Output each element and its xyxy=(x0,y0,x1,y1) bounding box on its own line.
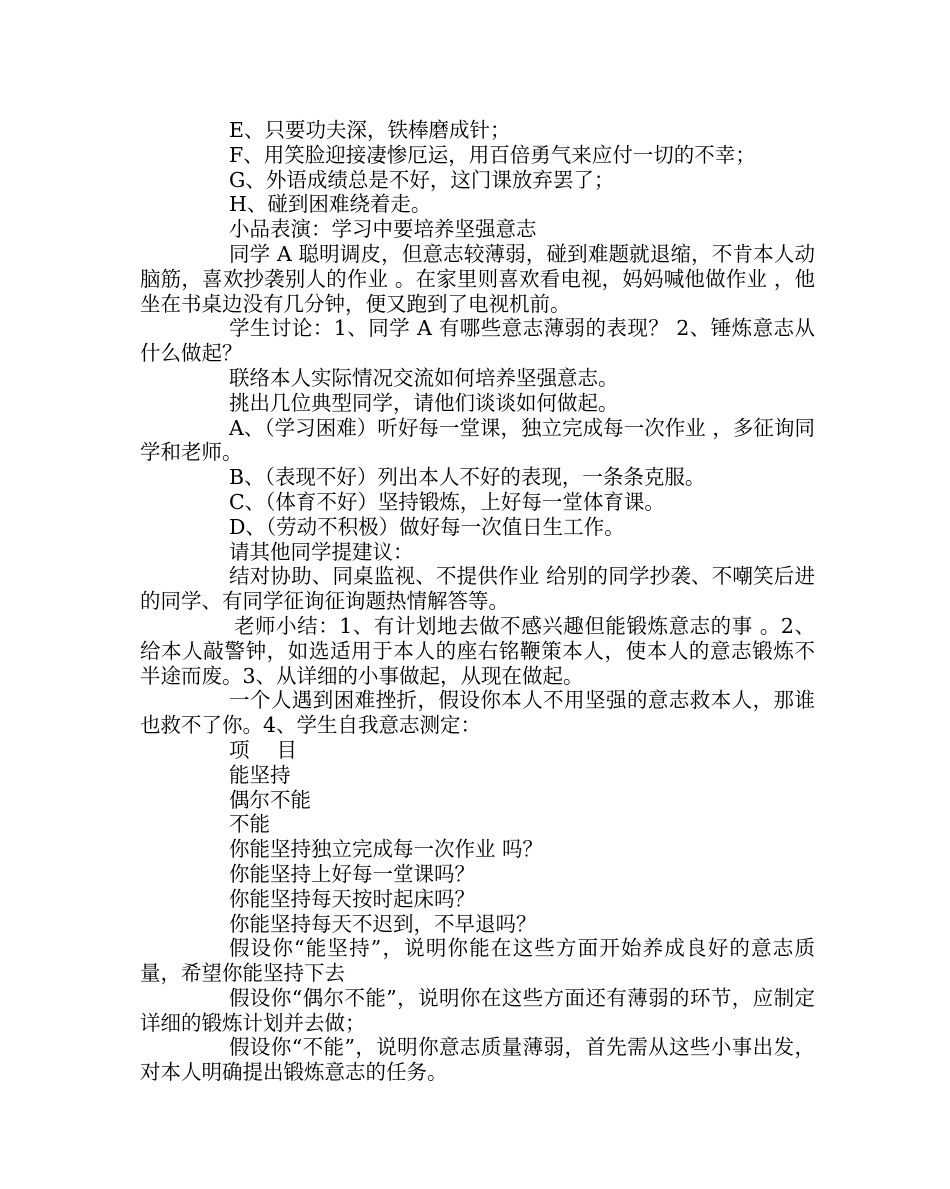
result-sometimes: 假设你“偶尔不能”，说明你在这些方面还有薄弱的环节，应制定详细的锻炼计划并去做； xyxy=(140,985,815,1035)
paragraph-teacher-summary: 老师小结：1、有计划地去做不感兴趣但能锻炼意志的事 。2、给本人敲警钟，如选适用于本人的座右铭鞭策本人，使本人的意志锻炼不半途而废。3、从详细的小事做起，从现在做起。 xyxy=(140,613,815,688)
survey-question-punctual: 你能坚持每天不迟到，不早退吗？ xyxy=(229,911,537,936)
document-body xyxy=(140,118,815,1085)
paragraph-suggestions-prompt: 请其他同学提建议： xyxy=(229,539,414,564)
survey-option-sometimes: 偶尔不能 xyxy=(229,787,311,812)
survey-question-homework: 你能坚持独立完成每一次作业 吗？ xyxy=(229,837,544,862)
paragraph-suggestions: 结对协助、同桌监视、不提供作业 给别的同学抄袭、不嘲笑后进的同学、有同学征询征询题热情解答等。 xyxy=(140,564,815,614)
paragraph-item-a: A、（学习困难）听好每一堂课，独立完成每一次作业 ，多征询同学和老师。 xyxy=(140,415,815,465)
paragraph-item-h: H、碰到困难绕着走。 xyxy=(229,192,432,217)
paragraph-discussion: 学生讨论：1、同学 A 有哪些意志薄弱的表现？ 2、锤炼意志从什么做起？ xyxy=(140,316,815,366)
result-cannot: 假设你“不能”，说明你意志质量薄弱，首先需从这些小事出发，对本人明确提出锻炼意志的任务。 xyxy=(140,1035,815,1085)
result-can-persist: 假设你“能坚持”，说明你能在这些方面开始养成良好的意志质量，希望你能坚持下去 xyxy=(140,936,815,986)
paragraph-skit-description: 同学 A 聪明调皮，但意志较薄弱，碰到难题就退缩，不肯本人动脑筋，喜欢抄袭别人的作业 。在家里则喜欢看电视，妈妈喊他做作业 ，他坐在书桌边没有几分钟，便又跑到了电视机前。 xyxy=(140,241,815,316)
survey-question-wakeup: 你能坚持每天按时起床吗？ xyxy=(229,886,475,911)
paragraph-typical-students: 挑出几位典型同学，请他们谈谈如何做起。 xyxy=(229,390,619,415)
paragraph-item-c: C、（体育不好）坚持锻炼，上好每一堂体育课。 xyxy=(229,489,665,514)
paragraph-item-f: F、用笑脸迎接凄惨厄运，用百倍勇气来应付一切的不幸； xyxy=(229,142,756,167)
paragraph-item-d: D、（劳动不积极）做好每一次值日生工作。 xyxy=(229,514,625,539)
survey-option-cannot: 不能 xyxy=(229,812,270,837)
paragraph-skit-heading: 小品表演：学习中要培养坚强意志 xyxy=(229,217,537,242)
survey-header-item: 项 目 xyxy=(229,737,298,762)
paragraph-item-b: B、（表现不好）列出本人不好的表现，一条条克服。 xyxy=(229,465,706,490)
survey-question-class: 你能坚持上好每一堂课吗？ xyxy=(229,861,475,886)
paragraph-item-g: G、外语成绩总是不好，这门课放弃罢了； xyxy=(229,167,615,192)
paragraph-adversity: 一个人遇到困难挫折，假设你本人不用坚强的意志救本人，那谁也救不了你。4、学生自我意志测定： xyxy=(140,688,815,738)
paragraph-item-e: E、只要功夫深，铁棒磨成针； xyxy=(229,118,511,142)
paragraph-exchange: 联络本人实际情况交流如何培养坚强意志。 xyxy=(229,365,619,390)
survey-option-can: 能坚持 xyxy=(229,762,291,787)
